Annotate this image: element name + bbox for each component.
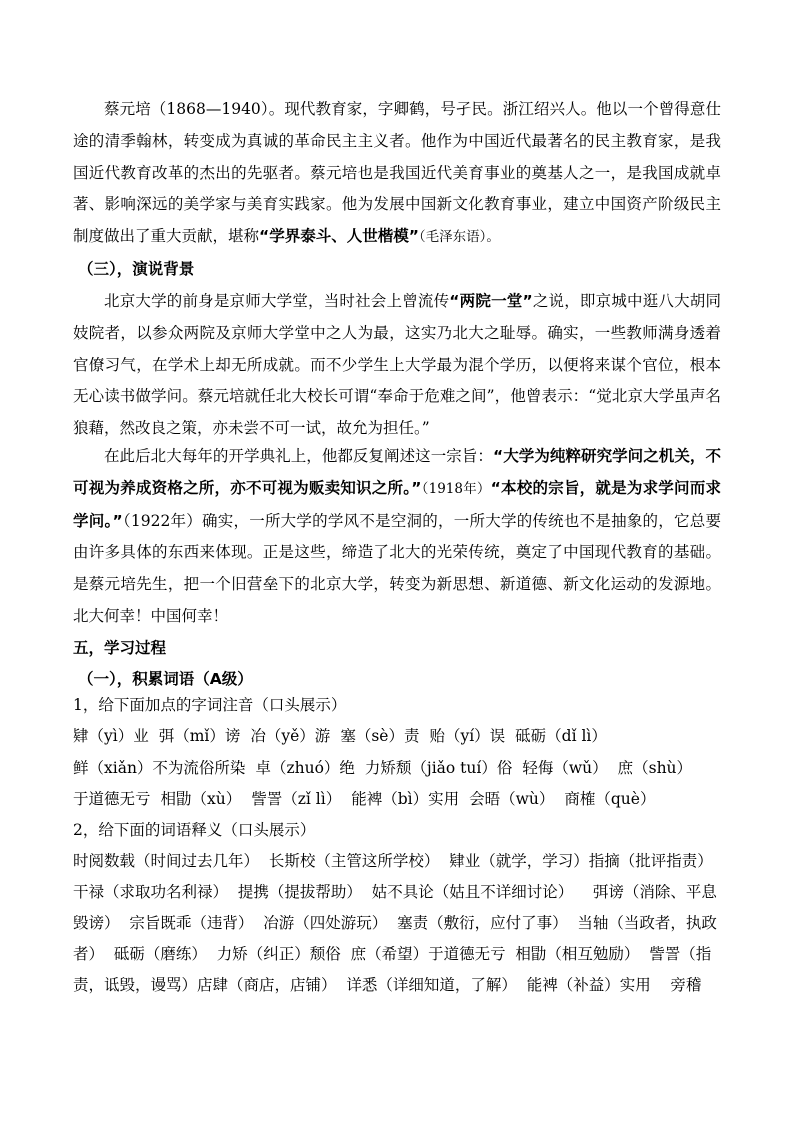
background-text-a: 北京大学的前身是京师大学堂，当时社会上曾流传 (104, 292, 450, 310)
subsection-heading-vocabulary: （一），积累词语（A级） (78, 670, 253, 688)
question-1: 1，给下面加点的字词注音（口头展示） (73, 696, 347, 714)
pinyin-item: 相勖（xù） (160, 790, 242, 808)
pinyin-item: 庶（shù） (617, 759, 693, 777)
definition-line-5: 责，诋毁，谩骂）店肆（商店，店铺） 详悉（详细知道，了解） 能裨（补益）实用 旁稽 (73, 976, 702, 994)
pinyin-item: 弭（mǐ）谤 (158, 727, 241, 745)
section-heading-background: （三），演说背景 (78, 260, 195, 278)
bio-quote-bold: “学界泰斗、人世楷模” (259, 227, 419, 246)
pinyin-item: 鲜（xiǎn）不为流俗所染 (73, 759, 246, 777)
pinyin-item: 能裨（bì）实用 (351, 790, 460, 808)
pinyin-item: 訾詈（zǐ lì） (251, 790, 342, 808)
pinyin-item: 轻侮（wǔ） (522, 759, 608, 777)
ceremony-year-1918: （1918年） (421, 480, 491, 497)
section-heading-learning-process: 五，学习过程 (73, 639, 167, 657)
definition-line-1: 时阅数载（时间过去几年） 长斯校（主管这所学校） 肄业（就学，学习）指摘（批评指责） (73, 852, 713, 870)
paragraph-opening-ceremony (73, 441, 721, 633)
definition-line-2: 干禄（求取功名利禄） 提携（提拔帮助） 姑不具论（姑且不详细讨论） 弭谤（消除、平息 (73, 883, 717, 901)
ceremony-quote-1918: “大学为纯粹研究学问之机关，不可视为养成资格之所，亦不可视为贩卖知识之所。” (73, 447, 721, 497)
ceremony-quote-1922: “本校的宗旨，就是为求学问而求学问。” (73, 478, 721, 530)
paragraph-cai-yuanpei-bio (73, 94, 721, 254)
pinyin-item: 贻（yí）误 (429, 727, 506, 745)
pinyin-item: 冶（yě）游 (250, 727, 331, 745)
background-text-c: 之说，即京城中逛八大胡同妓院者，以参众两院及京师大学堂中之人为最，这实乃北大之耻辱。确实，一些教师满身透着官僚习气，在学术上却无所成就。而不少学生上大学最为混个学历，以便将来谋个官位，根本无心读书做学问。蔡元培就任北大校长可谓“奉命于危难之间”，他曾表示：“觉北京大学虽声名狼藉，然改良之策，亦未尝不可一试，故允为担任。” (73, 292, 721, 438)
pinyin-item: 于道德无亏 (73, 790, 151, 808)
definition-line-3: 毁谤） 宗旨既乖（违背） 冶游（四处游玩） 塞责（敷衍，应付了事） 当轴（当政者，执政 (73, 914, 717, 932)
question-2: 2，给下面的词语释义（口头展示） (73, 821, 316, 839)
pinyin-line-1 (73, 721, 733, 753)
ceremony-text-e: （1922年）确实，一所大学的学风不是空洞的，一所大学的传统也不是抽象的，它总要由许多具体的东西来体现。正是这些，缔造了北大的光荣传统，奠定了中国现代教育的基础。是蔡元培先生，把一个旧营垒下的北京大学，转变为新思想、新道德、新文化运动的发源地。北大何幸！中国何幸！ (73, 511, 721, 625)
ceremony-text-a: 在此后北大每年的开学典礼上，他都反复阐述这一宗旨： (104, 447, 493, 465)
pinyin-line-2 (73, 753, 733, 785)
pinyin-item: 商榷（què） (564, 790, 656, 808)
bio-text: 蔡元培（1868—1940）。现代教育家，字卿鹤，号孑民。浙江绍兴人。他以一个曾得意仕途的清季翰林，转变成为真诚的革命民主主义者。他作为中国近代最著名的民主教育家，是我国近代教育改革的杰出的先驱者。蔡元培也是我国近代美育事业的奠基人之一，是我国成就卓著、影响深远的美学家与美育实践家。他为发展中国新文化教育事业，建立中国资产阶级民主制度做出了重大贡献，堪称 (73, 100, 721, 246)
bio-source: （毛泽东语）。 (418, 229, 500, 246)
pinyin-item: 塞（sè）责 (340, 727, 420, 745)
pinyin-item: 肄（yì）业 (73, 727, 149, 745)
paragraph-speech-background (73, 286, 721, 445)
background-quote-bold: “两院一堂” (449, 292, 533, 310)
pinyin-item: 力矫颓（jiǎo tuí）俗 (364, 759, 513, 777)
pinyin-line-3 (73, 784, 733, 816)
pinyin-item: 卓（zhuó）绝 (255, 759, 355, 777)
pinyin-item: 会晤（wù） (469, 790, 555, 808)
definition-line-4: 者） 砥砺（磨练） 力矫（纠正）颓俗 庶（希望）于道德无亏 相勖（相互勉励） 訾詈（指 (73, 945, 712, 963)
pinyin-item: 砥砺（dǐ lì） (515, 727, 607, 745)
